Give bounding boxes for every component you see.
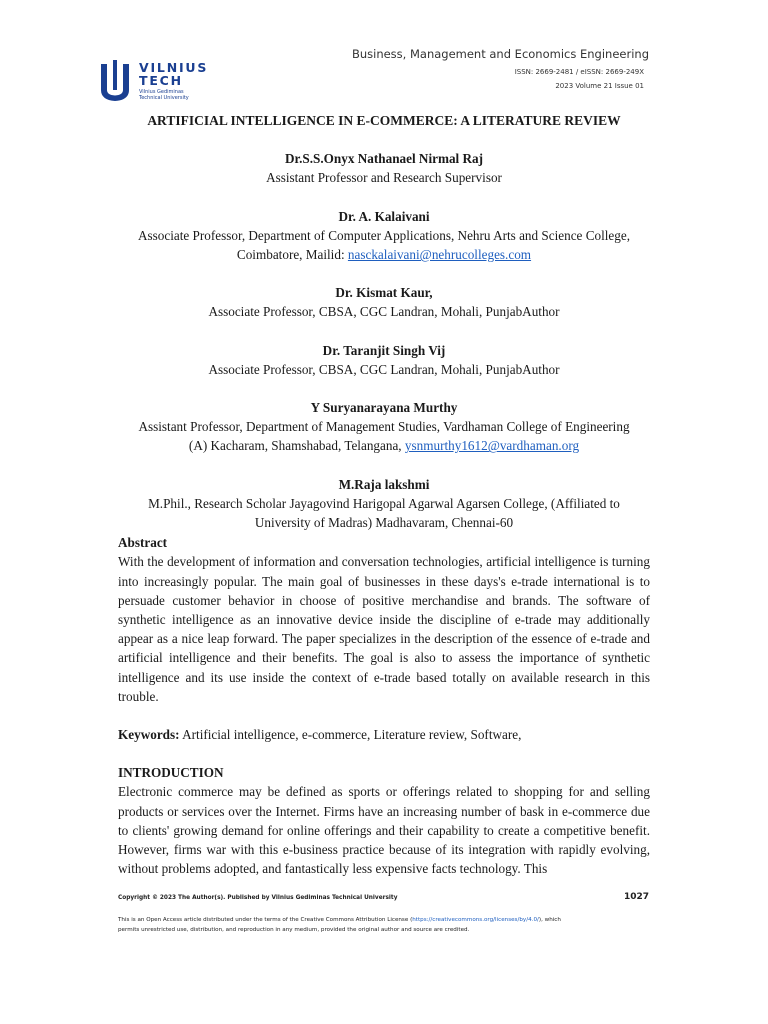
author-2 (118, 207, 650, 265)
article-body (118, 111, 650, 879)
keywords-list: Artificial intelligence, e-commerce, Literature review, Software, (179, 727, 522, 743)
author-affiliation: Assistant Professor, Department of Management Studies, Vardhaman College of Engineering (138, 419, 630, 435)
author-4 (118, 341, 650, 379)
introduction-text: Electronic commerce may be defined as sports or offerings related to shopping for and selling products or services over the Internet. Firms have an increasing number of bask in e-commerce due to clients' growing demand for online offerings and their capability to create a competitive benefit. However, firms war with this e-business practice because of its integration with rapidly evolving, without problems adopted, and fantastically less expensive facts technology. This (118, 784, 650, 877)
page-number: 1027 (623, 892, 649, 902)
author-affiliation: Associate Professor, CBSA, CGC Landran, Mohali, PunjabAuthor (208, 304, 560, 320)
logo-name-line1: VILNIUS (139, 60, 209, 75)
license-notice (118, 916, 568, 935)
article-title: ARTIFICIAL INTELLIGENCE IN E-COMMERCE: A LITERATURE REVIEW (147, 113, 621, 128)
university-logo (98, 60, 218, 106)
license-prefix: This is an Open Access article distributed under the terms of the Creative Commons Attribution License ( (118, 917, 413, 923)
author-affiliation: Associate Professor, Department of Computer Applications, Nehru Arts and Science College, (137, 227, 631, 243)
author-name: Dr. Kismat Kaur, (335, 285, 433, 301)
author-email-link[interactable]: nasckalaivani@nehrucolleges.com (347, 247, 532, 263)
copyright-notice: Copyright © 2023 The Author(s). Published by Vilnius Gediminas Technical University (118, 895, 398, 901)
logo-subtitle-line2: Technical University (139, 95, 189, 101)
author-name: M.Raja lakshmi (338, 476, 430, 492)
author-5 (118, 398, 650, 456)
author-name: Y Suryanarayana Murthy (310, 400, 458, 416)
author-6 (118, 475, 650, 533)
vilnius-tech-logo-icon (98, 60, 132, 104)
author-affiliation: M.Phil., Research Scholar Jayagovind Harigopal Agarwal Agarsen College, (Affiliated to (148, 495, 620, 511)
logo-subtitle (139, 89, 229, 101)
abstract-text: With the development of information and conversation technologies, artificial intelligence is turning into increasingly popular. The main goal of businesses in these days's e-trade international is to persuade customer behavior in choose of positive merchandise and brands. The software of synthetic intelligence as an innovative device inside the discipline of e-trade may additionally appear as a nice leap forward. The paper specializes in the description of the essence of e-trade and artificial intelligence and their benefits. The goal is also to assess the importance of synthetic intelligence and its use inside the context of e-trade based totally on available research in this trouble. (118, 554, 650, 704)
author-name: Dr. Taranjit Singh Vij (322, 342, 446, 358)
author-affiliation-prefix: (A) Kacharam, Shamshabad, Telangana, (188, 438, 405, 454)
license-suffix: ), which permits unrestricted use, distribution, and reproduction in any medium, provided the original author and source are credited. (118, 917, 561, 933)
author-name: Dr.S.S.Onyx Nathanael Nirmal Raj (284, 151, 484, 167)
journal-issn: ISSN: 2669-2481 / eISSN: 2669-249X (514, 68, 644, 76)
license-link[interactable]: https://creativecommons.org/licenses/by/4.0/ (412, 917, 539, 923)
author-affiliation-line2: University of Madras) Madhavaram, Chennai-60 (254, 515, 514, 531)
keywords-label: Keywords: (118, 727, 180, 743)
author-1 (118, 149, 650, 187)
logo-subtitle-line1: Vilnius Gediminas (139, 89, 184, 95)
logo-name-line2: TECH (139, 73, 183, 88)
logo-wordmark (139, 61, 208, 87)
author-affiliation: Associate Professor, CBSA, CGC Landran, Mohali, PunjabAuthor (208, 361, 560, 377)
keywords (118, 725, 650, 744)
author-affiliation-prefix: Coimbatore, Mailid: (236, 247, 348, 263)
author-affiliation: Assistant Professor and Research Supervisor (266, 170, 502, 186)
author-affiliation-line2 (118, 245, 650, 264)
journal-volume: 2023 Volume 21 Issue 01 (555, 82, 644, 90)
author-3 (118, 283, 650, 321)
introduction-heading: INTRODUCTION (118, 765, 224, 781)
author-email-link[interactable]: ysnmurthy1612@vardhaman.org (404, 438, 580, 454)
journal-name: Business, Management and Economics Engineering (351, 47, 649, 61)
author-affiliation-line2 (118, 436, 650, 455)
abstract-heading: Abstract (118, 535, 168, 551)
author-name: Dr. A. Kalaivani (338, 208, 430, 224)
